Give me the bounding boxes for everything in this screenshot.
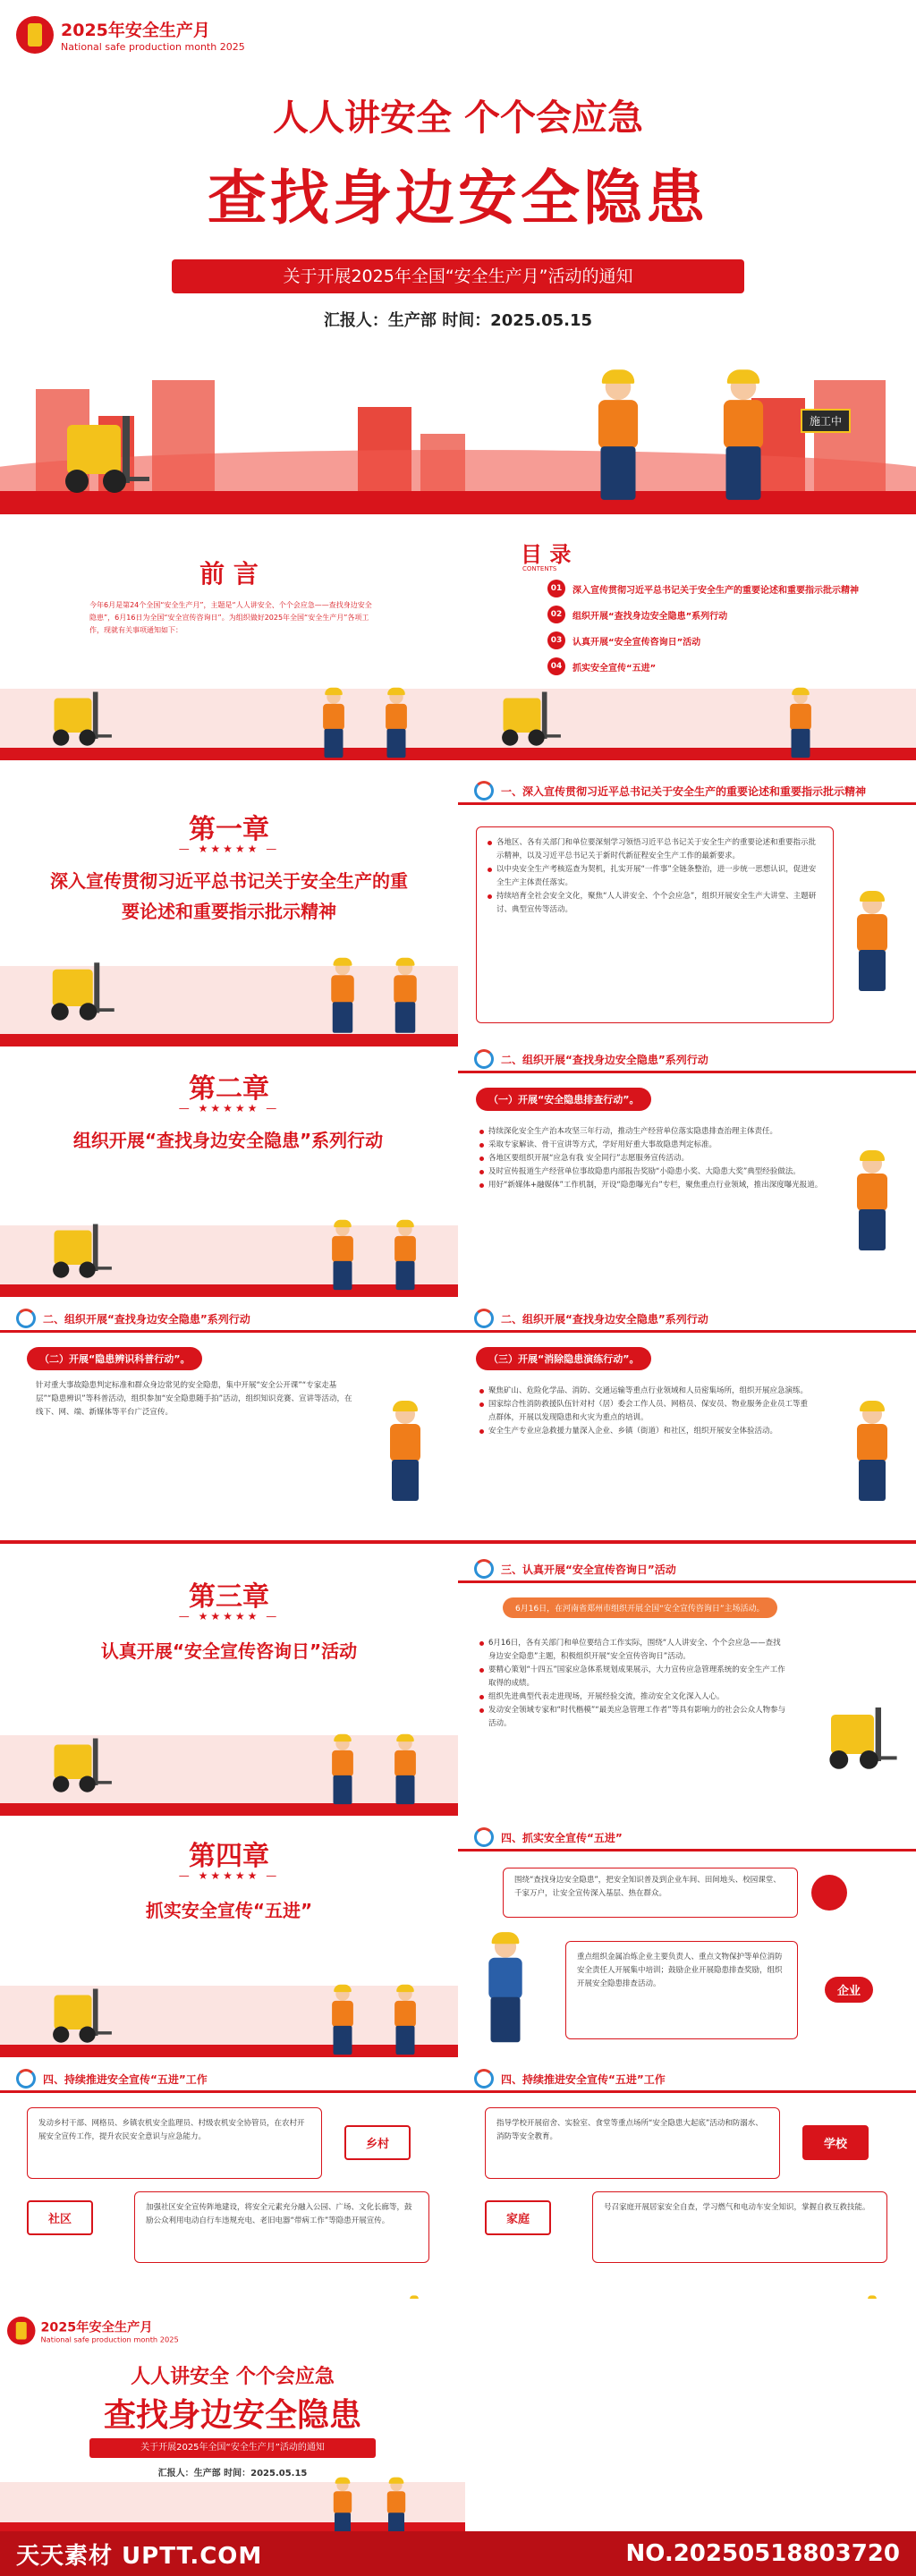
chapter-3-slide: 第三章 — ★★★★★ — 认真开展“安全宣传咨询日”活动 xyxy=(0,1547,458,1816)
chapter-2-title: 第二章 xyxy=(189,1073,269,1105)
chapter-1-slide: 第一章 — ★★★★★ — 深入宣传贯彻习近平总书记关于安全生产的重要论述和重要指示批示精神 xyxy=(0,769,458,1046)
chapter-1-sub: 深入宣传贯彻习近平总书记关于安全生产的重要论述和重要指示批示精神 xyxy=(50,870,408,922)
section-4c-slide xyxy=(458,2057,916,2299)
safety-logo-icon xyxy=(16,2069,36,2089)
safety-logo-icon xyxy=(474,1827,494,1847)
section-header: 四、持续推进安全宣传“五进”工作 xyxy=(458,2057,916,2100)
end-reporter: 汇报人：生产部 时间：2025.05.15 xyxy=(157,2469,308,2479)
worker-icon xyxy=(327,961,359,1035)
tag-community: 社区 xyxy=(27,2200,93,2235)
brand-title: 2025年安全生产月 xyxy=(61,21,210,40)
chapter-3-title: 第三章 xyxy=(189,1581,269,1613)
worker-icon xyxy=(786,691,815,759)
section-2b-slide xyxy=(0,1297,458,1538)
tag-school: 学校 xyxy=(802,2125,869,2160)
content-box: 发动乡村干部、网格员、乡镇农机安全监理员、村级农机安全协管员，在农村开展安全宣传工作，提升农民安全意识与应急能力。 xyxy=(27,2107,322,2179)
logo-icon xyxy=(16,16,54,54)
section-2c-slide xyxy=(458,1297,916,1538)
section-header: 二、组织开展“查找身边安全隐患”系列行动 xyxy=(458,1038,916,1080)
worker-icon xyxy=(384,2479,409,2531)
tag-family: 家庭 xyxy=(485,2200,551,2235)
chapter-4-sub: 抓实安全宣传“五进” xyxy=(145,1900,313,1921)
worker-icon xyxy=(717,375,770,503)
toc-slide xyxy=(458,519,916,760)
hero-reporter: 汇报人：生产部 时间：2025.05.15 xyxy=(323,311,593,330)
chapter-4-slide: 第四章 — ★★★★★ — 抓实安全宣传“五进” xyxy=(0,1816,458,2057)
content-box: 重点组织金属冶炼企业主要负责人、重点文物保护等单位消防安全责任人开展集中培训；鼓励企业开展隐患排查奖励，组织开展安全隐患排查活动。 xyxy=(565,1941,798,2039)
content-box: 加强社区安全宣传阵地建设，将安全元素充分融入公园、广场、文化长廊等，鼓励公众利用电动自行车违规充电、老旧电器“带病工作”等隐患开展宣传。 xyxy=(134,2191,429,2263)
worker-icon xyxy=(391,1737,420,1806)
chapter-3-sub: 认真开展“安全宣传咨询日”活动 xyxy=(100,1640,358,1662)
section-header: 二、组织开展“查找身边安全隐患”系列行动 xyxy=(0,1297,458,1340)
section-body: 针对重大事故隐患判定标准和群众身边常见的安全隐患，集中开展“安全公开课”“专家走基层”“隐患辨识”等科普活动，组织参加“安全隐患随手拍”活动，组织知识竞赛、宣讲等活动，在线下、网、端、新媒体等平台广泛宣传。 xyxy=(36,1381,352,1417)
section-header: 四、持续推进安全宣传“五进”工作 xyxy=(0,2057,458,2100)
worker-icon xyxy=(390,961,421,1035)
worker-icon xyxy=(852,1154,893,1252)
hero-title: 查找身边安全隐患 xyxy=(208,164,708,233)
chapter-2-sub: 组织开展“查找身边安全隐患”系列行动 xyxy=(72,1130,384,1151)
brand-logo: 2025年安全生产月 National safe production month 2025 xyxy=(7,2317,179,2345)
toc-sub: CONTENTS xyxy=(522,565,557,572)
section-header: 一、深入宣传贯彻习近平总书记关于安全生产的重要论述和重要指示批示精神 xyxy=(458,769,916,812)
forklift-icon xyxy=(42,1989,111,2046)
worker-icon xyxy=(328,1987,357,2056)
preface-body: 今年6月是第24个全国“安全生产月”，主题是“人人讲安全、个个会应急——查找身边安全隐患”，6月16日为全国“安全宣传咨询日”。为组织做好2025年全国“安全生产月”各项工作，现就有关事项通知如下： xyxy=(89,601,372,634)
forklift-icon xyxy=(39,962,114,1023)
content-box: 聚焦矿山、危险化学品、消防、交通运输等重点行业领域和人员密集场所，组织开展应急演练。 国家综合性消防救援队伍针对村（居）委会工作人员、网格员、保安员、物业服务企业员工等重点群体，开展以发现隐患和火灾为重点的培训。 安全生产专业应急救援力量深入企业、乡镇（街道）和社区，组织开展安全体验活动。 xyxy=(476,1376,825,1528)
content-box: 指导学校开展宿舍、实验室、食堂等重点场所“安全隐患大起底”活动和防溺水、消防等安全教育。 xyxy=(485,2107,780,2179)
tag-enterprise: 企业 xyxy=(825,1977,873,2003)
watermark-footer xyxy=(0,2531,916,2576)
forklift-icon xyxy=(42,1739,111,1795)
forklift-icon xyxy=(49,416,148,496)
section-3-slide xyxy=(458,1547,916,1816)
section-4a-slide xyxy=(458,1816,916,2057)
worker-icon xyxy=(328,1737,357,1806)
tag-village: 乡村 xyxy=(344,2125,411,2160)
worker-icon xyxy=(483,1936,529,2045)
subsection-pill: （二）开展“隐患辨识科普行动”。 xyxy=(27,1347,202,1370)
footer-site[interactable]: 天天素材 UPTT.COM xyxy=(16,2542,263,2570)
toc-item[interactable]: 01 深入宣传贯彻习近平总书记关于安全生产的重要论述和重要指示批示精神 xyxy=(547,580,905,597)
worker-icon xyxy=(385,1404,426,1503)
worker-icon xyxy=(382,691,411,759)
end-ribbon: 关于开展2025年全国“安全生产月”活动的通知 xyxy=(89,2438,376,2458)
forklift-icon xyxy=(491,692,560,749)
toc-item[interactable]: 03 认真开展“安全宣传咨询日”活动 xyxy=(547,631,905,649)
intro-box: 围绕“查找身边安全隐患”，把安全知识普及到企业车间、田间地头、校园课堂、千家万户，让安全宣传深入基层、热在群众。 xyxy=(503,1868,798,1918)
worker-icon xyxy=(391,1223,420,1292)
section-header: 二、组织开展“查找身边安全隐患”系列行动 xyxy=(458,1297,916,1340)
content-box: 号召家庭开展居家安全自查，学习燃气和电动车安全知识，掌握自救互救技能。 xyxy=(592,2191,887,2263)
content-box: 6月16日，各有关部门和单位要结合工作实际，围绕“人人讲安全、个个会应急——查找身边安全隐患”主题，积极组织开展“安全宣传咨询日”活动。 要精心策划“十四五”国家应急体系规划成果展示，大力宣传应急管理系统的安全生产工作取得的成绩。 组织先进典型代表走进现场，开展经验交流，推动安全文化深入人心。 发动安全领域专家和“时代楷模”“最美应急管理工作者”等具有影响力的社会公众人物参与活动。 xyxy=(476,1628,798,1807)
toc-list xyxy=(547,580,905,683)
safety-logo-icon xyxy=(474,2069,494,2089)
section-header: 三、认真开展“安全宣传咨询日”活动 xyxy=(458,1547,916,1590)
preface-slide xyxy=(0,519,458,760)
subsection-pill: （三）开展“消除隐患演练行动”。 xyxy=(476,1347,651,1370)
people-icon xyxy=(811,1875,847,1911)
subsection-pill: （一）开展“安全隐患排查行动”。 xyxy=(476,1088,651,1111)
forklift-icon xyxy=(42,1224,111,1281)
section-1-slide xyxy=(458,769,916,1046)
worker-icon xyxy=(591,375,645,503)
worker-icon xyxy=(328,1223,357,1292)
toc-item[interactable]: 04 抓实安全宣传“五进” xyxy=(547,657,905,675)
worker-icon xyxy=(391,1987,420,2056)
forklift-icon xyxy=(817,1707,895,1772)
forklift-icon xyxy=(42,692,111,749)
construction-sign: 施工中 xyxy=(801,409,851,433)
logo-icon xyxy=(7,2317,36,2345)
brand-subtitle: National safe production month 2025 xyxy=(61,41,245,53)
hero-slogan: 人人讲安全 个个会应急 xyxy=(273,97,643,139)
toc-item[interactable]: 02 组织开展“查找身边安全隐患”系列行动 xyxy=(547,606,905,623)
safety-logo-icon xyxy=(474,1309,494,1328)
worker-icon xyxy=(407,2297,421,2299)
bullet: 持续培育全社会安全文化，聚焦“人人讲安全、个个会应急”，组织开展安全生产大讲堂、主题研讨、典型宣传等活动。 xyxy=(488,890,822,917)
end-slide xyxy=(0,2308,465,2531)
toc-title: 目 录 xyxy=(521,542,572,567)
safety-logo-icon xyxy=(474,781,494,801)
worker-icon xyxy=(330,2479,355,2531)
section-header: 四、抓实安全宣传“五进” xyxy=(458,1816,916,1859)
worker-icon xyxy=(319,691,348,759)
safety-logo-icon xyxy=(474,1049,494,1069)
preface-title: 前 言 xyxy=(199,559,259,589)
city-illustration xyxy=(0,362,916,514)
chapter-1-title: 第一章 xyxy=(189,814,269,845)
subsection-pill: 6月16日，在河南省郑州市组织开展全国“安全宣传咨询日”主场活动。 xyxy=(503,1597,777,1618)
brand-logo xyxy=(16,16,245,54)
section-2a-slide xyxy=(458,1038,916,1297)
bullet: 各地区、各有关部门和单位要深刻学习领悟习近平总书记关于安全生产的重要论述和重要指示批示精神，以及习近平总书记关于新时代新征程安全生产工作的最新要求。 xyxy=(488,836,822,863)
end-title: 查找身边安全隐患 xyxy=(103,2397,361,2434)
safety-logo-icon xyxy=(16,1309,36,1328)
hero-slide xyxy=(0,0,916,514)
chapter-4-title: 第四章 xyxy=(189,1841,269,1872)
safety-logo-icon xyxy=(474,1559,494,1579)
worker-icon xyxy=(852,894,893,993)
worker-icon xyxy=(865,2297,879,2299)
end-slogan: 人人讲安全 个个会应急 xyxy=(131,2366,335,2388)
chapter-2-slide: 第二章 — ★★★★★ — 组织开展“查找身边安全隐患”系列行动 xyxy=(0,1046,458,1297)
content-box: 持续深化安全生产治本攻坚三年行动，推动生产经营单位落实隐患排查治理主体责任。 采取专家解读、骨干宣讲等方式，学好用好重大事故隐患判定标准。 各地区要组织开展“应急有我 安全同行”志愿服务宣传活动。 及时宣传报道生产经营单位事故隐患内部报告奖励“小隐患小奖、大隐患大奖”典型经验做法。 用好“新媒体+融媒体”工作机制，开设“隐患曝光台”专栏，聚焦重点行业领域，推出深度曝光报道。 xyxy=(476,1116,834,1286)
section-4b-slide xyxy=(0,2057,458,2299)
content-box xyxy=(476,826,834,1023)
bullet: 以中央安全生产考核巡查为契机，扎实开展“一件事”全链条整治，进一步统一思想认识，促进安全生产主体责任落实。 xyxy=(488,863,822,890)
worker-icon xyxy=(852,1404,893,1503)
footer-id: NO.20250518803720 xyxy=(625,2540,900,2567)
hero-ribbon: 关于开展2025年全国“安全生产月”活动的通知 xyxy=(172,259,744,293)
